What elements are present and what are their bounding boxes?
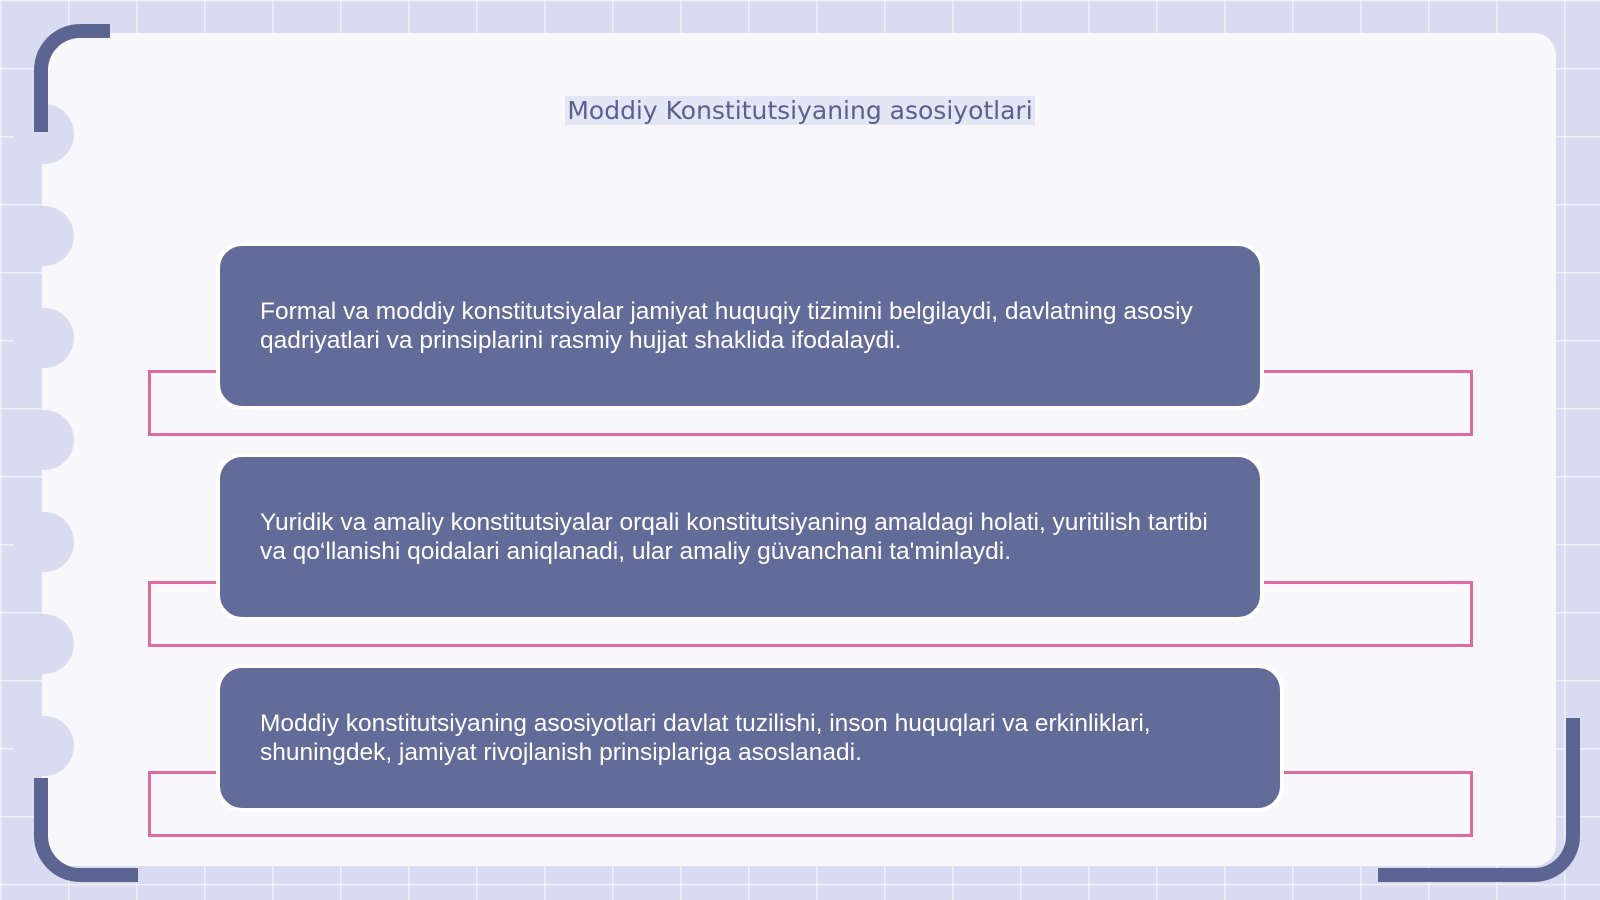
item-text-1: Formal va moddiy konstitutsiyalar jamiyat huquqiy tizimini belgilaydi, davlatning asosiy qadriyatlari va prinsiplarini rasmiy hujjat shaklida ifodalaydi.: [260, 298, 1193, 354]
corner-accent-bottom-left: [34, 778, 138, 882]
notebook-scallop: [14, 410, 74, 470]
notebook-scallop: [14, 716, 74, 776]
item-box-1: [216, 242, 1264, 410]
slide-title-text: Moddiy Konstitutsiyaning asosiyotlari: [567, 96, 1033, 125]
item-box-3: [216, 664, 1284, 812]
item-text-2: Yuridik va amaliy konstitutsiyalar orqali konstitutsiyaning amaldagi holati, yuritilish tartibi va qo‘llanishi qoidalari aniqlanadi, ular amaliy güvanchani ta'minlaydi.: [260, 509, 1208, 565]
slide-title: [0, 96, 1600, 125]
notebook-scallop: [14, 308, 74, 368]
item-text-3: Moddiy konstitutsiyaning asosiyotlari davlat tuzilishi, inson huquqlari va erkinliklari, shuningdek, jamiyat rivojlanish prinsiplariga asoslanadi.: [260, 710, 1151, 766]
notebook-scallop: [14, 614, 74, 674]
notebook-scallop: [14, 206, 74, 266]
item-box-2: [216, 453, 1264, 621]
notebook-scallop: [14, 512, 74, 572]
